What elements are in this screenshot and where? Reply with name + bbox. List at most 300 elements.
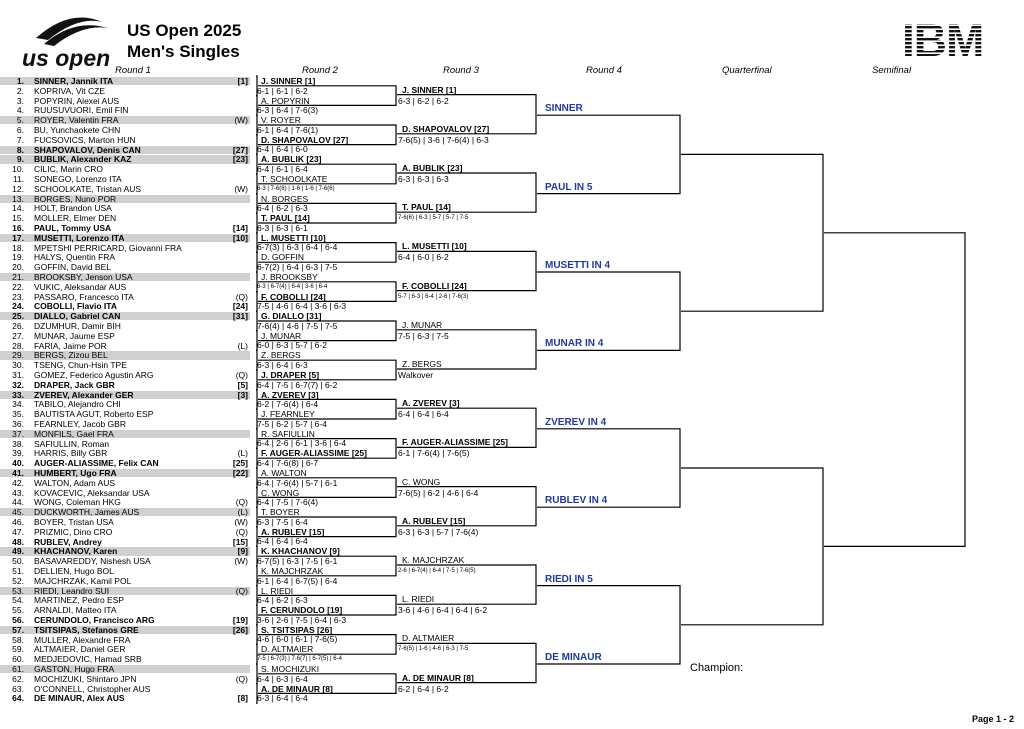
round2-score: 6-1 | 6-4 | 6-7(5) | 6-4 xyxy=(257,575,338,586)
player-seed: (Q) xyxy=(235,497,248,508)
round2-score: 6-4 | 6-2 | 6-3 xyxy=(257,595,308,606)
player-row xyxy=(0,371,250,379)
draw-number: 10. xyxy=(12,164,24,175)
draw-number: 8. xyxy=(16,144,24,155)
draw-number: 47. xyxy=(12,526,24,537)
round3-winner: Z. BERGS xyxy=(402,359,442,369)
draw-number: 19. xyxy=(12,252,24,263)
player-name: SHAPOVALOV, Denis CAN xyxy=(34,144,141,155)
round2-winner: F. COBOLLI [24] xyxy=(261,291,326,302)
round3-winner: L. MUSETTI [10] xyxy=(402,241,467,252)
player-row xyxy=(0,126,250,134)
player-name: PRIZMIC, Dino CRO xyxy=(34,526,113,537)
draw-number: 16. xyxy=(12,223,24,233)
round3-score: Walkover xyxy=(398,370,434,380)
round3-score: 6-3 | 6-3 | 5-7 | 7-6(4) xyxy=(398,526,479,537)
round3-score: 6-4 | 6-4 | 6-4 xyxy=(398,409,449,420)
player-row xyxy=(0,332,250,340)
player-name: SAFIULLIN, Roman xyxy=(34,438,110,449)
draw-number: 60. xyxy=(12,654,24,665)
draw-number: 50. xyxy=(12,556,24,567)
round2-score: 6-3 | 7-6(8) | 1-6 | 1-6 | 7-6(6) xyxy=(257,185,335,192)
player-name: BAUTISTA AGUT, Roberto ESP xyxy=(34,409,154,420)
round2-score: 6-3 | 7-5 | 6-4 xyxy=(257,516,308,527)
player-row xyxy=(0,106,250,114)
player-row xyxy=(0,312,250,320)
round2-winner: A. POPYRIN xyxy=(261,95,310,106)
player-name: AUGER-ALIASSIME, Felix CAN xyxy=(34,458,159,469)
player-row xyxy=(0,97,250,105)
draw-number: 35. xyxy=(12,409,24,420)
player-name: KOPRIVA, Vit CZE xyxy=(34,85,106,96)
draw-number: 27. xyxy=(12,330,24,341)
player-row xyxy=(0,116,250,124)
player-name: DZUMHUR, Damir BIH xyxy=(34,321,121,331)
player-name: VUKIC, Aleksandar AUS xyxy=(34,281,127,292)
player-row xyxy=(0,302,250,310)
round3-score: 7-6(6) | 6-3 | 5-7 | 5-7 | 7-5 xyxy=(398,215,469,222)
player-name: COBOLLI, Flavio ITA xyxy=(34,301,117,312)
round3-score: 6-4 | 6-0 | 6-2 xyxy=(398,252,449,263)
player-name: WALTON, Adam AUS xyxy=(34,477,116,488)
round2-score: 7-5 | 4-6 | 6-4 | 3-6 | 6-3 xyxy=(257,301,347,312)
player-seed: [1] xyxy=(237,76,248,86)
player-name: BASAVAREDDY, Nishesh USA xyxy=(34,556,151,567)
round3-score: 2-6 | 6-7(4) | 6-4 | 7-5 | 7-6(5) xyxy=(398,568,476,574)
round2-winner: T. BOYER xyxy=(261,507,300,518)
round2-score: 6-4 | 7-5 | 7-6(4) xyxy=(257,497,319,508)
player-name: FEARNLEY, Jacob GBR xyxy=(34,419,126,429)
player-name: HUMBERT, Ugo FRA xyxy=(34,468,117,478)
player-row xyxy=(0,538,250,546)
draw-number: 29. xyxy=(12,350,24,361)
round4-result: ZVEREV IN 4 xyxy=(545,416,607,428)
player-row xyxy=(0,655,250,663)
round2-winner: F. AUGER-ALIASSIME [25] xyxy=(261,448,367,459)
round2-score: 6-7(5) | 6-3 | 7-5 | 6-1 xyxy=(257,555,338,566)
player-name: KHACHANOV, Karen xyxy=(34,546,118,557)
draw-number: 7. xyxy=(16,134,24,145)
player-name: DELLIEN, Hugo BOL xyxy=(34,566,114,576)
player-row xyxy=(0,636,250,644)
page-title xyxy=(127,20,241,62)
logo-text: us open xyxy=(22,45,111,70)
round3-winner: D. SHAPOVALOV [27] xyxy=(402,123,490,134)
player-name: WONG, Coleman HKG xyxy=(34,497,121,508)
player-seed: [31] xyxy=(232,311,248,322)
draw-number: 20. xyxy=(12,262,24,273)
round4-result: MUNAR IN 4 xyxy=(545,338,604,350)
round3-winner: K. MAJCHRZAK xyxy=(402,555,465,565)
player-name: CILIC, Marin CRO xyxy=(34,164,103,175)
player-row xyxy=(0,342,250,350)
player-seed: [23] xyxy=(232,154,248,165)
player-name: DRAPER, Jack GBR xyxy=(34,379,115,390)
draw-number: 38. xyxy=(12,438,24,449)
player-name: MONFILS, Gael FRA xyxy=(34,428,114,439)
draw-number: 6. xyxy=(16,125,24,135)
player-seed: [10] xyxy=(232,232,248,243)
player-row xyxy=(0,351,250,359)
draw-number: 59. xyxy=(12,644,24,655)
draw-number: 43. xyxy=(12,487,24,498)
bracket-connector xyxy=(681,154,823,311)
player-row xyxy=(0,283,250,291)
draw-number: 28. xyxy=(12,340,24,351)
draw-number: 46. xyxy=(12,517,24,527)
player-row xyxy=(0,596,250,604)
round2-score: 6-3 | 6-7(4) | 6-4 | 3-6 | 6-4 xyxy=(257,283,328,290)
player-row xyxy=(0,214,250,222)
round4-result: MUSETTI IN 4 xyxy=(545,260,611,271)
player-name: ARNALDI, Matteo ITA xyxy=(34,605,117,616)
player-row xyxy=(0,567,250,575)
player-name: DIALLO, Gabriel CAN xyxy=(34,311,121,322)
draw-number: 1. xyxy=(16,76,24,86)
round2-winner: S. MOCHIZUKI xyxy=(261,664,320,674)
draw-number: 37. xyxy=(12,428,24,439)
draw-number: 18. xyxy=(12,242,24,253)
player-name: MUSETTI, Lorenzo ITA xyxy=(34,232,125,243)
draw-number: 22. xyxy=(12,281,24,292)
player-row xyxy=(0,606,250,614)
player-row xyxy=(0,675,250,683)
draw-number: 36. xyxy=(12,419,24,429)
draw-number: 61. xyxy=(12,664,24,674)
round4-result: RUBLEV IN 4 xyxy=(545,495,608,507)
player-seed: (L) xyxy=(237,340,248,351)
draw-number: 56. xyxy=(12,615,24,625)
player-name: HOLT, Brandon USA xyxy=(34,203,112,214)
round-header: Round 3 xyxy=(443,65,479,76)
draw-number: 33. xyxy=(12,389,24,400)
player-row xyxy=(0,361,250,369)
round2-winner: V. ROYER xyxy=(261,115,301,126)
player-row xyxy=(0,469,250,477)
round3-winner: L. RIEDI xyxy=(402,594,435,605)
player-seed: [27] xyxy=(232,144,248,155)
player-row xyxy=(0,244,250,252)
round4-result: SINNER xyxy=(545,103,583,115)
player-name: BU, Yunchaokete CHN xyxy=(34,125,121,135)
round3-winner: J. MUNAR xyxy=(402,319,443,330)
player-name: GOFFIN, David BEL xyxy=(34,262,111,273)
player-name: TABILO, Alejandro CHI xyxy=(34,399,121,410)
round2-winner: J. BROOKSBY xyxy=(261,272,318,282)
round2-winner: G. DIALLO [31] xyxy=(261,311,322,322)
draw-number: 25. xyxy=(12,311,24,322)
player-seed: (W) xyxy=(234,183,248,194)
subtitle-line: Men's Singles xyxy=(127,42,240,61)
player-seed: [25] xyxy=(232,458,248,469)
draw-number: 40. xyxy=(12,458,24,469)
round2-winner: A. RUBLEV [15] xyxy=(261,526,325,537)
player-name: BOYER, Tristan USA xyxy=(34,517,114,527)
player-name: MAJCHRZAK, Kamil POL xyxy=(34,575,132,586)
draw-number: 51. xyxy=(12,566,24,576)
draw-number: 12. xyxy=(12,183,24,194)
round4-result: RIEDI IN 5 xyxy=(545,573,593,585)
player-row xyxy=(0,77,250,85)
player-name: SCHOOLKATE, Tristan AUS xyxy=(34,183,142,194)
draw-number: 62. xyxy=(12,673,24,684)
round2-winner: T. SCHOOLKATE xyxy=(261,174,328,184)
player-row xyxy=(0,449,250,457)
draw-number: 54. xyxy=(12,595,24,606)
draw-number: 26. xyxy=(12,321,24,331)
round2-winner: T. PAUL [14] xyxy=(261,213,310,224)
player-name: RIEDI, Leandro SUI xyxy=(34,585,110,596)
draw-number: 17. xyxy=(12,232,24,243)
player-row xyxy=(0,665,250,673)
player-name: DE MINAUR, Alex AUS xyxy=(34,693,125,704)
round2-winner: J. FEARNLEY xyxy=(261,409,315,420)
player-name: BUBLIK, Alexander KAZ xyxy=(34,154,132,165)
player-row xyxy=(0,400,250,408)
player-name: TSITSIPAS, Stefanos GRE xyxy=(34,624,139,635)
player-seed: (W) xyxy=(234,115,248,126)
player-name: SINNER, Jannik ITA xyxy=(34,76,114,86)
player-row xyxy=(0,557,250,565)
draw-number: 13. xyxy=(12,193,24,204)
draw-number: 11. xyxy=(12,174,24,184)
player-row xyxy=(0,645,250,653)
round3-winner: A. RUBLEV [15] xyxy=(402,515,466,526)
player-name: MEDJEDOVIC, Hamad SRB xyxy=(34,654,142,665)
round2-winner: A. DE MINAUR [8] xyxy=(261,683,333,694)
champion-label: Champion: xyxy=(690,662,744,674)
round2-winner: K. MAJCHRZAK xyxy=(261,566,324,576)
round3-winner: F. AUGER-ALIASSIME [25] xyxy=(402,437,508,448)
player-row xyxy=(0,440,250,448)
round3-winner: T. PAUL [14] xyxy=(402,202,451,213)
player-row xyxy=(0,263,250,271)
round2-score: 6-7(2) | 6-4 | 6-3 | 7-5 xyxy=(257,261,338,272)
player-name: PAUL, Tommy USA xyxy=(34,223,112,233)
round2-score: 6-4 | 6-4 | 6-4 xyxy=(257,536,308,547)
player-name: TSENG, Chun-Hsin TPE xyxy=(34,360,127,371)
draw-number: 30. xyxy=(12,360,24,371)
player-row xyxy=(0,430,250,438)
player-seed: (Q) xyxy=(235,526,248,537)
title-line: US Open 2025 xyxy=(127,21,242,40)
player-name: SONEGO, Lorenzo ITA xyxy=(34,174,122,184)
draw-number: 3. xyxy=(16,95,24,106)
player-seed: (Q) xyxy=(235,370,248,380)
round3-score: 6-3 | 6-2 | 6-2 xyxy=(398,95,449,106)
player-seed: (W) xyxy=(234,556,248,567)
player-name: ZVEREV, Alexander GER xyxy=(34,389,134,400)
round3-winner: A. BUBLIK [23] xyxy=(402,163,463,173)
draw-number: 32. xyxy=(12,379,24,390)
draw-number: 24. xyxy=(12,301,24,312)
round2-score: 6-2 | 7-6(4) | 6-4 xyxy=(257,399,319,410)
draw-number: 48. xyxy=(12,536,24,547)
round3-score: 7-6(5) | 6-2 | 4-6 | 6-4 xyxy=(398,487,479,498)
round2-winner: S. TSITSIPAS [26] xyxy=(261,624,333,635)
player-row xyxy=(0,273,250,281)
player-name: O'CONNELL, Christopher AUS xyxy=(34,683,151,694)
player-row xyxy=(0,87,250,95)
player-row xyxy=(0,410,250,418)
round3-winner: A. ZVEREV [3] xyxy=(402,398,460,409)
player-row xyxy=(0,185,250,193)
draw-number: 9. xyxy=(16,154,24,165)
round3-score: 7-6(5) | 3-6 | 7-6(4) | 6-3 xyxy=(398,134,489,145)
draw-number: 5. xyxy=(16,115,24,126)
round2-score: 6-4 | 6-4 | 6-0 xyxy=(257,144,308,155)
player-row xyxy=(0,322,250,330)
player-row xyxy=(0,459,250,467)
round2-winner: A. ZVEREV [3] xyxy=(261,389,319,400)
player-row xyxy=(0,165,250,173)
round2-score: 7-5 | 6-7(3) | 7-6(7) | 6-7(5) | 6-4 xyxy=(257,655,342,662)
player-row xyxy=(0,587,250,595)
player-name: MULLER, Alexandre FRA xyxy=(34,634,131,645)
round2-score: 3-6 | 2-6 | 7-5 | 6-4 | 6-3 xyxy=(257,614,347,625)
round3-winner: F. COBOLLI [24] xyxy=(402,280,467,291)
draw-number: 42. xyxy=(12,477,24,488)
player-name: HALYS, Quentin FRA xyxy=(34,252,116,263)
player-name: KOVACEVIC, Aleksandar USA xyxy=(34,487,150,498)
draw-number: 2. xyxy=(16,85,24,96)
round2-winner: K. KHACHANOV [9] xyxy=(261,546,340,557)
player-seed: [26] xyxy=(232,624,248,635)
round2-score: 6-7(3) | 6-3 | 6-4 | 6-4 xyxy=(257,242,338,253)
player-row xyxy=(0,685,250,693)
player-seed: (L) xyxy=(237,448,248,459)
draw-number: 55. xyxy=(12,605,24,616)
player-row xyxy=(0,528,250,536)
player-seed: (W) xyxy=(234,517,248,527)
player-seed: (Q) xyxy=(235,291,248,302)
draw-number: 53. xyxy=(12,585,24,596)
player-row xyxy=(0,420,250,428)
round2-winner: D. ALTMAIER xyxy=(261,644,314,655)
draw-number: 4. xyxy=(16,105,24,116)
round3-winner: C. WONG xyxy=(402,476,441,487)
page-number: Page 1 - 2 xyxy=(972,714,1015,724)
round3-score: 5-7 | 6-3 | 6-4 | 2-6 | 7-6(3) xyxy=(398,293,469,300)
player-row xyxy=(0,626,250,634)
round2-winner: C. WONG xyxy=(261,487,300,498)
player-row xyxy=(0,195,250,203)
player-name: GOMEZ, Federico Agustin ARG xyxy=(34,370,154,380)
bracket-connector xyxy=(681,468,823,625)
player-seed: [9] xyxy=(237,546,248,557)
player-row xyxy=(0,694,250,702)
round2-score: 6-3 | 6-3 | 6-1 xyxy=(257,222,308,233)
round2-winner: R. SAFIULLIN xyxy=(261,428,315,439)
round3-winner: A. DE MINAUR [8] xyxy=(402,672,474,683)
player-row xyxy=(0,234,250,242)
round2-score: 6-4 | 6-2 | 6-3 xyxy=(257,203,308,214)
player-seed: [15] xyxy=(232,536,248,547)
round4-result: DE MINAUR xyxy=(545,652,602,663)
round2-winner: L. MUSETTI [10] xyxy=(261,232,326,243)
round2-winner: D. SHAPOVALOV [27] xyxy=(261,134,349,145)
draw-number: 15. xyxy=(12,213,24,224)
player-seed: [5] xyxy=(237,379,248,390)
player-row xyxy=(0,155,250,163)
round2-score: 7-5 | 6-2 | 5-7 | 6-4 xyxy=(257,418,327,429)
draw-number: 52. xyxy=(12,575,24,586)
round2-score: 6-3 | 6-4 | 6-3 xyxy=(257,359,308,370)
player-row xyxy=(0,508,250,516)
player-name: MOLLER, Elmer DEN xyxy=(34,213,117,224)
player-row xyxy=(0,518,250,526)
player-row xyxy=(0,577,250,585)
player-row xyxy=(0,224,250,232)
draw-number: 14. xyxy=(12,203,24,214)
round3-score: 6-2 | 6-4 | 6-2 xyxy=(398,683,449,694)
draw-number: 44. xyxy=(12,497,24,508)
player-name: MPETSHI PERRICARD, Giovanni FRA xyxy=(34,242,182,253)
player-seed: (Q) xyxy=(235,673,248,684)
player-seed: [22] xyxy=(232,468,248,478)
round3-winner: J. SINNER [1] xyxy=(402,84,457,95)
player-name: MOCHIZUKI, Shintaro JPN xyxy=(34,673,137,684)
player-name: ROYER, Valentin FRA xyxy=(34,115,119,126)
round2-winner: J. DRAPER [5] xyxy=(261,370,320,380)
player-name: DUCKWORTH, James AUS xyxy=(34,507,140,518)
player-name: MUNAR, Jaume ESP xyxy=(34,330,115,341)
round-header: Semifinal xyxy=(872,65,912,76)
player-name: POPYRIN, Alexei AUS xyxy=(34,95,120,106)
player-row xyxy=(0,253,250,261)
player-row xyxy=(0,489,250,497)
round-header: Round 2 xyxy=(302,65,338,76)
round3-winner: D. ALTMAIER xyxy=(402,633,455,644)
player-row xyxy=(0,616,250,624)
draw-number: 64. xyxy=(12,693,24,704)
draw-number: 21. xyxy=(12,272,24,282)
draw-number: 49. xyxy=(12,546,24,557)
player-name: BERGS, Zizou BEL xyxy=(34,350,108,361)
ibm-text: IBM xyxy=(902,18,984,60)
round2-score: 6-4 | 6-1 | 6-4 xyxy=(257,163,308,174)
round2-winner: J. SINNER [1] xyxy=(261,76,316,86)
round-header: Round 4 xyxy=(586,65,622,76)
player-row xyxy=(0,175,250,183)
draw-number: 34. xyxy=(12,399,24,410)
round2-winner: A. BUBLIK [23] xyxy=(261,154,322,165)
round3-score: 7-6(5) | 1-6 | 4-6 | 6-3 | 7-5 xyxy=(398,646,469,653)
player-name: CERUNDOLO, Francisco ARG xyxy=(34,615,155,625)
round4-result: PAUL IN 5 xyxy=(545,181,593,193)
player-name: PASSARO, Francesco ITA xyxy=(34,291,134,302)
player-seed: [3] xyxy=(237,389,248,400)
round2-score: 6-4 | 7-6(8) | 6-7 xyxy=(257,457,319,468)
round2-winner: D. GOFFIN xyxy=(261,252,304,263)
player-row xyxy=(0,293,250,301)
bracket-connector xyxy=(824,233,965,547)
us-open-logo xyxy=(22,10,122,70)
player-row xyxy=(0,204,250,212)
player-name: FUCSOVICS, Marton HUN xyxy=(34,134,136,145)
round2-winner: J. MUNAR xyxy=(261,330,302,341)
player-seed: [14] xyxy=(232,223,248,233)
draw-number: 39. xyxy=(12,448,24,459)
round2-winner: F. CERUNDOLO [19] xyxy=(261,605,343,616)
player-seed: (Q) xyxy=(235,585,248,596)
player-row xyxy=(0,391,250,399)
player-seed: (L) xyxy=(237,507,248,518)
round2-score: 6-4 | 2-6 | 6-1 | 3-6 | 6-4 xyxy=(257,438,347,449)
round3-score: 6-1 | 7-6(4) | 7-6(5) xyxy=(398,448,470,459)
round2-score: 6-4 | 6-3 | 6-4 xyxy=(257,673,308,684)
draw-number: 45. xyxy=(12,507,24,518)
